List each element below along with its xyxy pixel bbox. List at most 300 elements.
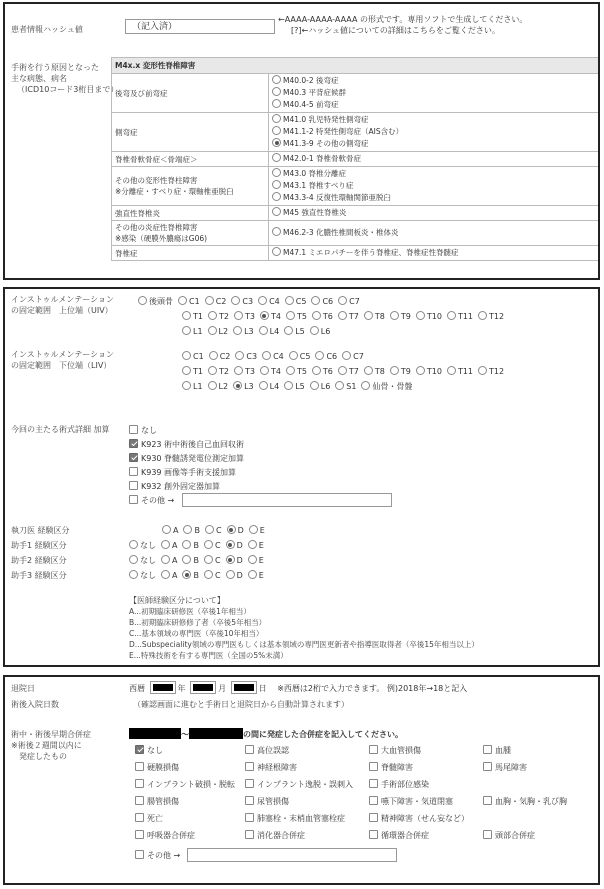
radio-icon[interactable] (447, 311, 456, 320)
checkbox-icon[interactable] (483, 762, 492, 771)
complications-label-1: 術中・術後早期合併症 (11, 730, 91, 739)
complications-instruction (129, 728, 403, 740)
complication-option[interactable] (369, 779, 429, 790)
liv-option[interactable] (182, 381, 203, 392)
experience-option[interactable] (162, 525, 178, 536)
radio-icon[interactable] (310, 381, 319, 390)
checkbox-icon[interactable] (245, 745, 254, 754)
experience-option[interactable] (129, 570, 156, 581)
liv-option[interactable] (447, 366, 473, 377)
experience-option-label: なし (140, 556, 156, 565)
experience-option[interactable] (182, 555, 199, 566)
liv-option[interactable] (364, 366, 385, 377)
radio-icon[interactable] (204, 555, 213, 564)
addon-other-input[interactable] (182, 493, 392, 507)
radio-icon[interactable] (234, 366, 243, 375)
complication-option-label: 高位誤認 (257, 746, 289, 755)
radio-icon[interactable] (204, 540, 213, 549)
uiv-option[interactable] (416, 311, 442, 322)
complication-option[interactable] (245, 745, 289, 756)
complications-label-3: 発症したもの (11, 752, 67, 761)
radio-icon[interactable] (204, 570, 213, 579)
radio-icon[interactable] (390, 311, 399, 320)
icd-option[interactable] (272, 180, 597, 192)
complication-option[interactable] (369, 745, 421, 756)
experience-option[interactable] (182, 540, 199, 551)
redacted-start-date (129, 728, 181, 739)
icd-option[interactable] (272, 126, 597, 138)
addon-option-label: K932 創外固定器加算 (141, 482, 221, 491)
uiv-option[interactable] (338, 311, 359, 322)
complication-option-label: 神経根障害 (257, 763, 297, 772)
radio-icon[interactable] (182, 570, 191, 579)
experience-option-label: A (172, 556, 178, 565)
radio-icon[interactable] (342, 351, 351, 360)
radio-icon[interactable] (233, 381, 242, 390)
icd-option[interactable] (272, 192, 597, 204)
checkbox-icon[interactable] (135, 779, 144, 788)
liv-option[interactable] (208, 381, 229, 392)
uiv-option[interactable] (390, 311, 411, 322)
liv-option[interactable] (209, 351, 231, 362)
radio-icon[interactable] (272, 168, 281, 177)
radio-icon[interactable] (272, 207, 281, 216)
experience-option-label: なし (140, 541, 156, 550)
liv-option[interactable] (310, 381, 331, 392)
radio-icon[interactable] (338, 296, 347, 305)
radio-icon[interactable] (161, 570, 170, 579)
radio-icon[interactable] (284, 381, 293, 390)
uiv-option-label: C5 (295, 297, 307, 306)
radio-icon[interactable] (310, 326, 319, 335)
uiv-option[interactable] (259, 326, 280, 337)
discharge-label: 退院日 (11, 684, 35, 693)
uiv-option[interactable] (478, 311, 504, 322)
uiv-option[interactable] (231, 296, 253, 307)
complication-option[interactable] (135, 813, 163, 824)
uiv-option[interactable] (311, 296, 333, 307)
liv-option[interactable] (182, 366, 203, 377)
radio-icon[interactable] (259, 326, 268, 335)
complication-other-row (135, 850, 180, 861)
checkbox-icon[interactable] (483, 830, 492, 839)
radio-icon[interactable] (272, 227, 281, 236)
uiv-option-label: T6 (322, 312, 333, 321)
experience-option[interactable] (204, 540, 221, 551)
radio-icon[interactable] (233, 326, 242, 335)
checkbox-icon[interactable] (369, 813, 378, 822)
uiv-option-label: T9 (400, 312, 411, 321)
liv-option[interactable] (262, 351, 284, 362)
radio-icon[interactable] (478, 311, 487, 320)
liv-option[interactable] (315, 351, 337, 362)
checkbox-icon[interactable] (245, 813, 254, 822)
icd-group-row (112, 152, 601, 167)
checkbox-icon[interactable] (245, 830, 254, 839)
addon-other-checkbox[interactable] (129, 495, 138, 504)
experience-row-label: 助手2 経験区分 (11, 556, 67, 565)
liv-option[interactable] (233, 381, 254, 392)
complication-option[interactable] (483, 796, 567, 807)
radio-icon[interactable] (129, 555, 138, 564)
uiv-option-label: T4 (270, 312, 281, 321)
experience-option[interactable] (248, 540, 264, 551)
icd-group-row (112, 246, 601, 261)
radio-icon[interactable] (272, 126, 281, 135)
complication-option-label: 血胸・気胸・乳び胸 (495, 797, 567, 806)
uiv-option[interactable] (338, 296, 360, 307)
radio-icon[interactable] (208, 326, 217, 335)
experience-option[interactable] (204, 570, 221, 581)
experience-option[interactable] (226, 570, 243, 581)
radio-icon[interactable] (248, 540, 257, 549)
complication-option[interactable] (135, 745, 163, 756)
radio-icon[interactable] (335, 381, 344, 390)
radio-icon[interactable] (231, 296, 240, 305)
radio-icon[interactable] (416, 366, 425, 375)
surgery-detail-panel (3, 287, 600, 667)
radio-icon[interactable] (312, 311, 321, 320)
radio-icon[interactable] (260, 366, 269, 375)
uiv-option[interactable] (234, 311, 255, 322)
experience-option[interactable] (183, 525, 200, 536)
complication-other-checkbox[interactable] (135, 850, 144, 859)
complication-option-label: 手術部位感染 (381, 780, 429, 789)
uiv-option-label: C1 (189, 297, 200, 306)
addon-option[interactable] (129, 425, 157, 436)
complication-option[interactable] (245, 762, 297, 773)
liv-option[interactable] (416, 366, 442, 377)
radio-icon[interactable] (315, 351, 324, 360)
experience-option[interactable] (161, 570, 177, 581)
complication-option[interactable] (369, 830, 429, 841)
uiv-option[interactable] (208, 326, 229, 337)
uiv-option[interactable] (364, 311, 385, 322)
experience-option[interactable] (182, 570, 199, 581)
radio-icon[interactable] (272, 75, 281, 84)
addon-other-label: その他 → (141, 496, 175, 505)
uiv-row (138, 296, 365, 307)
complication-option[interactable] (135, 779, 235, 790)
complication-option-label: 循環器合併症 (381, 831, 429, 840)
addon-option[interactable] (129, 453, 244, 464)
checkbox-icon[interactable] (129, 453, 138, 462)
radio-icon[interactable] (226, 555, 235, 564)
icd-group-name (112, 246, 269, 261)
complication-other-input[interactable] (187, 848, 397, 862)
radio-icon[interactable] (272, 247, 281, 256)
checkbox-icon[interactable] (245, 779, 254, 788)
complication-option[interactable] (483, 745, 511, 756)
liv-option[interactable] (284, 381, 305, 392)
uiv-option[interactable] (182, 326, 203, 337)
radio-icon[interactable] (161, 540, 170, 549)
radio-icon[interactable] (390, 366, 399, 375)
experience-option[interactable] (205, 525, 222, 536)
liv-option[interactable] (361, 381, 412, 392)
radio-icon[interactable] (208, 381, 217, 390)
liv-option-label: L1 (193, 382, 203, 391)
uiv-option[interactable] (208, 311, 229, 322)
radio-icon[interactable] (262, 351, 271, 360)
checkbox-icon[interactable] (369, 745, 378, 754)
radio-icon[interactable] (338, 366, 347, 375)
uiv-option[interactable] (286, 311, 307, 322)
complication-option[interactable] (135, 762, 179, 773)
icd-option[interactable] (272, 75, 597, 87)
complication-option[interactable] (245, 779, 353, 790)
radio-icon[interactable] (248, 570, 257, 579)
patient-hash-help-link[interactable]: [?]←ハッシュ値についての詳細はこちらをご覧ください。 (291, 26, 500, 35)
liv-option[interactable] (390, 366, 411, 377)
icd-option[interactable] (272, 99, 597, 111)
radio-icon[interactable] (248, 555, 257, 564)
uiv-option[interactable] (310, 326, 331, 337)
radio-icon[interactable] (182, 351, 191, 360)
uiv-option[interactable] (138, 296, 173, 307)
radio-icon[interactable] (234, 311, 243, 320)
icd-option[interactable] (272, 87, 597, 99)
complication-option[interactable] (369, 813, 469, 824)
checkbox-icon[interactable] (483, 796, 492, 805)
addon-option-label: K930 脊髄誘発電位測定加算 (141, 454, 245, 463)
complication-option[interactable] (245, 830, 305, 841)
checkbox-icon[interactable] (135, 745, 144, 754)
radio-icon[interactable] (272, 99, 281, 108)
radio-icon[interactable] (182, 366, 191, 375)
icd-option-label: M43.0 脊椎分離症 (283, 169, 347, 178)
radio-icon[interactable] (364, 311, 373, 320)
icd-options-cell (269, 74, 601, 113)
radio-icon[interactable] (272, 114, 281, 123)
addon-option[interactable] (129, 439, 244, 450)
liv-label-1: インストゥルメンテーション (11, 350, 114, 359)
checkbox-icon[interactable] (245, 762, 254, 771)
checkbox-icon[interactable] (135, 762, 144, 771)
complication-option-label: なし (147, 746, 163, 755)
radio-icon[interactable] (162, 525, 171, 534)
checkbox-icon[interactable] (135, 796, 144, 805)
uiv-option-label: L6 (320, 327, 331, 336)
radio-icon[interactable] (311, 296, 320, 305)
radio-icon[interactable] (364, 366, 373, 375)
radio-icon[interactable] (205, 296, 214, 305)
radio-icon[interactable] (182, 326, 191, 335)
uiv-option[interactable] (233, 326, 254, 337)
complication-option[interactable] (135, 796, 179, 807)
uiv-option-label: 後頭骨 (149, 297, 173, 306)
radio-icon[interactable] (447, 366, 456, 375)
radio-icon[interactable] (289, 351, 298, 360)
checkbox-icon[interactable] (369, 779, 378, 788)
radio-icon[interactable] (129, 570, 138, 579)
radio-icon[interactable] (235, 351, 244, 360)
experience-option-label: なし (140, 571, 156, 580)
complication-option[interactable] (483, 762, 527, 773)
icd-group-title: 後弯及び前弯症 (115, 88, 168, 98)
experience-option[interactable] (248, 555, 264, 566)
icd-options-cell (269, 246, 601, 261)
radio-icon[interactable] (178, 296, 187, 305)
complication-option[interactable] (369, 796, 453, 807)
liv-option[interactable] (342, 351, 364, 362)
radio-icon[interactable] (259, 381, 268, 390)
liv-option[interactable] (286, 366, 307, 377)
uiv-option[interactable] (260, 311, 281, 322)
liv-option[interactable] (260, 366, 281, 377)
radio-icon[interactable] (182, 381, 191, 390)
liv-option-label: T10 (426, 367, 442, 376)
checkbox-icon[interactable] (369, 796, 378, 805)
liv-option[interactable] (182, 351, 204, 362)
radio-icon[interactable] (338, 311, 347, 320)
uiv-option[interactable] (312, 311, 333, 322)
icd-option[interactable] (272, 138, 597, 150)
icd-option-label: M43.3-4 反復性環軸関節亜脱臼 (283, 193, 392, 202)
complication-option[interactable] (245, 796, 289, 807)
uiv-option[interactable] (205, 296, 227, 307)
liv-option-label: 仙骨・骨盤 (372, 382, 413, 391)
redacted-end-date (189, 728, 243, 739)
liv-option[interactable] (478, 366, 504, 377)
patient-hash-input[interactable]: （記入済） (125, 19, 275, 34)
experience-option[interactable] (249, 525, 265, 536)
liv-label-2: の固定範囲 下位端（LIV） (11, 361, 112, 370)
radio-icon[interactable] (226, 540, 235, 549)
experience-option[interactable] (129, 555, 156, 566)
radio-icon[interactable] (138, 296, 147, 305)
icd-group-name (112, 74, 269, 113)
complication-option[interactable] (483, 830, 535, 841)
uiv-option[interactable] (182, 311, 203, 322)
radio-icon[interactable] (272, 180, 281, 189)
liv-option[interactable] (208, 366, 229, 377)
checkbox-icon[interactable] (129, 467, 138, 476)
experience-option[interactable] (248, 570, 264, 581)
radio-icon[interactable] (416, 311, 425, 320)
checkbox-icon[interactable] (135, 830, 144, 839)
uiv-option[interactable] (285, 296, 307, 307)
liv-option[interactable] (289, 351, 311, 362)
uiv-option[interactable] (178, 296, 200, 307)
radio-icon[interactable] (258, 296, 267, 305)
radio-icon[interactable] (312, 366, 321, 375)
icd-option[interactable] (272, 168, 597, 180)
radio-icon[interactable] (286, 366, 295, 375)
uiv-option-label: L5 (295, 327, 305, 336)
radio-icon[interactable] (285, 296, 294, 305)
uiv-option[interactable] (258, 296, 280, 307)
icd-option[interactable] (272, 247, 597, 259)
radio-icon[interactable] (226, 570, 235, 579)
experience-option-label: C (214, 556, 221, 565)
radio-icon[interactable] (272, 153, 281, 162)
radio-icon[interactable] (286, 311, 295, 320)
experience-option[interactable] (161, 555, 177, 566)
radio-icon[interactable] (478, 366, 487, 375)
radio-icon[interactable] (361, 381, 370, 390)
experience-option-label: A (173, 526, 179, 535)
radio-icon[interactable] (227, 525, 236, 534)
radio-icon[interactable] (182, 540, 191, 549)
liv-option-label: S1 (346, 382, 357, 391)
radio-icon[interactable] (272, 192, 281, 201)
checkbox-icon[interactable] (369, 762, 378, 771)
experience-option[interactable] (204, 555, 221, 566)
checkbox-icon[interactable] (129, 481, 138, 490)
radio-icon[interactable] (182, 311, 191, 320)
complication-option[interactable] (245, 813, 345, 824)
checkbox-icon[interactable] (369, 830, 378, 839)
liv-option[interactable] (235, 351, 257, 362)
liv-option[interactable] (234, 366, 255, 377)
discharge-day-input[interactable] (231, 681, 257, 694)
radio-icon[interactable] (272, 138, 281, 147)
radio-icon[interactable] (209, 351, 218, 360)
icd-options-cell (269, 206, 601, 221)
experience-option[interactable] (226, 540, 243, 551)
icd-option[interactable] (272, 227, 597, 239)
liv-option-label: T12 (489, 367, 505, 376)
experience-option[interactable] (227, 525, 244, 536)
uiv-option-label: T3 (244, 312, 255, 321)
discharge-year-input[interactable] (150, 681, 176, 694)
radio-icon[interactable] (129, 540, 138, 549)
experience-option[interactable] (226, 555, 243, 566)
complication-option[interactable] (369, 762, 413, 773)
complication-option[interactable] (135, 830, 195, 841)
experience-option[interactable] (129, 540, 156, 551)
radio-icon[interactable] (260, 311, 269, 320)
addon-option[interactable] (129, 481, 220, 492)
experience-option[interactable] (161, 540, 177, 551)
checkbox-icon[interactable] (129, 439, 138, 448)
year-unit: 年 (177, 684, 186, 693)
checkbox-icon[interactable] (245, 796, 254, 805)
discharge-month-input[interactable] (190, 681, 216, 694)
radio-icon[interactable] (205, 525, 214, 534)
liv-option[interactable] (338, 366, 359, 377)
icd-option-label: M47.1 ミエロパチーを伴う脊椎症、脊椎症性脊髄症 (283, 248, 459, 257)
radio-icon[interactable] (208, 366, 217, 375)
addon-option[interactable] (129, 467, 236, 478)
complication-option-label: 精神障害（せん妄など） (381, 814, 469, 823)
uiv-option[interactable] (447, 311, 473, 322)
radio-icon[interactable] (161, 555, 170, 564)
checkbox-icon[interactable] (483, 745, 492, 754)
radio-icon[interactable] (249, 525, 258, 534)
complication-option-label: 硬膜損傷 (147, 763, 179, 772)
radio-icon[interactable] (183, 525, 192, 534)
radio-icon[interactable] (182, 555, 191, 564)
checkbox-icon[interactable] (135, 813, 144, 822)
radio-icon[interactable] (284, 326, 293, 335)
experience-option-label: C (214, 541, 221, 550)
liv-option-label: C2 (219, 352, 231, 361)
uiv-option[interactable] (284, 326, 305, 337)
radio-icon[interactable] (208, 311, 217, 320)
liv-option[interactable] (312, 366, 333, 377)
liv-option[interactable] (335, 381, 356, 392)
checkbox-icon[interactable] (129, 425, 138, 434)
uiv-label-1: インストゥルメンテーション (11, 295, 114, 304)
icd-option[interactable] (272, 114, 597, 126)
radio-icon[interactable] (272, 87, 281, 96)
icd-option-label: M41.3-9 その他の側弯症 (283, 139, 369, 148)
icd-option[interactable] (272, 153, 597, 165)
icd-option[interactable] (272, 207, 597, 219)
liv-option[interactable] (259, 381, 280, 392)
